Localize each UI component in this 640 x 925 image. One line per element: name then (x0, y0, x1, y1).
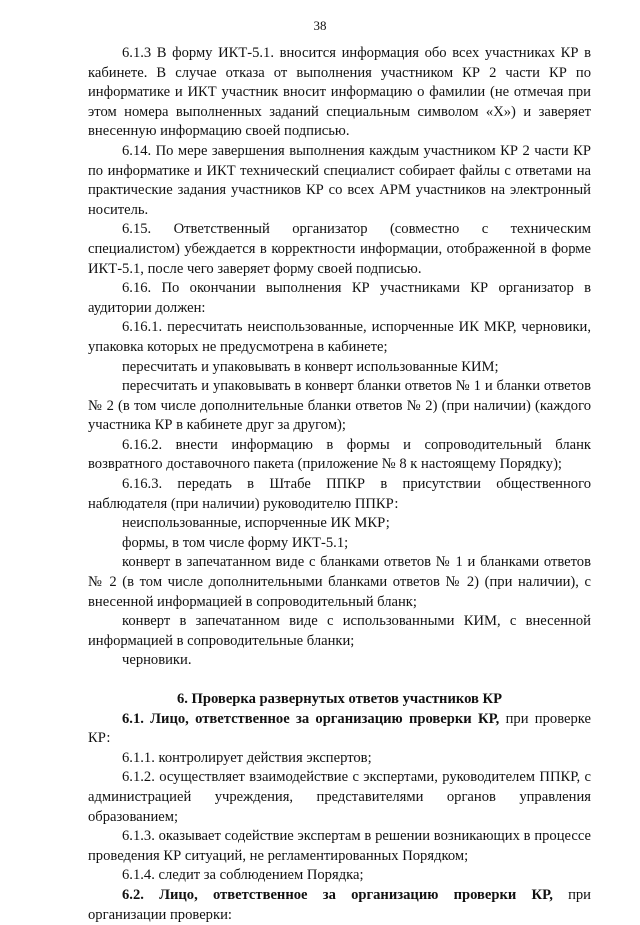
page-number: 38 (313, 18, 327, 33)
paragraph: 6.16.3. передать в Штабе ППКР в присутствии общественного наблюдателя (при наличии) руководителю ППКР: (88, 476, 591, 512)
subitem: 6.1.2. осуществляет взаимодействие с экспертами, руководителем ППКР, с администрацией учреждения, представителями органов управления образованием; (88, 769, 591, 825)
paragraph: 6.16.2. внести информацию в формы и сопроводительный бланк возвратного доставочного пакета (приложение № 8 к настоящему Порядку); (88, 436, 591, 473)
subitem: 6.1.3. оказывает содействие экспертам в решении возникающих в процессе проведения КР ситуаций, не регламентированных Порядком; (88, 828, 591, 864)
document-body (88, 44, 591, 925)
section-item-6-2 (88, 886, 591, 925)
paragraph: 6.16.1. пересчитать неиспользованные, испорченные ИК МКР, черновики, упаковка которых не предусмотрена в кабинете; (88, 319, 591, 355)
section-heading: 6. Проверка развернутых ответов участников КР (176, 691, 503, 707)
subitem: 6.1.4. следит за соблюдением Порядка; (122, 867, 364, 884)
section-item-6-1-bold: 6.1. Лицо, ответственное за организацию проверки КР, (122, 710, 500, 727)
section-item-6-2-rest: при организации проверки: (88, 886, 591, 923)
paragraph: неиспользованные, испорченные ИК МКР; (122, 515, 390, 532)
paragraph: 6.14. По мере завершения выполнения каждым участником КР 2 части КР по информатике и ИКТ технический специалист собирает файлы с ответами на практические задания участников КР со всех АРМ участников на электронный носитель. (88, 142, 591, 218)
section-item-6-2-bold: 6.2. Лицо, ответственное за организацию проверки КР, (122, 886, 553, 903)
paragraph: конверт в запечатанном виде с бланками ответов № 1 и бланками ответов № 2 (в том числе дополнительными бланками ответов № 2) (при наличии), с внесенной информацией в сопроводительный бланк; (88, 554, 591, 610)
paragraph: 6.1.3 В форму ИКТ-5.1. вносится информация обо всех участниках КР в кабинете. В случае отказа от выполнения участником КР 2 части КР по информатике и ИКТ участник вносит информацию о фамилии (не отмечая при этом номера выполненных заданий специальным символом «X») и заверяет внесенную информацию своей подписью. (88, 45, 591, 140)
section-item-6-1-rest: при проверке КР: (88, 710, 591, 747)
paragraph: 6.15. Ответственный организатор (совместно с техническим специалистом) убеждается в корректности информации, отображенной в форме ИКТ-5.1, после чего заверяет форму своей подписью. (88, 221, 591, 277)
paragraph: черновики. (122, 652, 192, 669)
section-item-6-1 (88, 710, 591, 749)
paragraph: пересчитать и упаковывать в конверт использованные КИМ; (122, 358, 499, 375)
paragraph: конверт в запечатанном виде с использованными КИМ, с внесенной информацией в сопроводительные бланки; (88, 613, 591, 649)
paragraph: пересчитать и упаковывать в конверт бланки ответов № 1 и бланки ответов № 2 (в том числе дополнительные бланки ответов № 2) (при наличии) (каждого участника КР в кабинете друг за другом); (88, 378, 591, 434)
paragraph: формы, в том числе форму ИКТ-5.1; (122, 534, 349, 551)
subitem: 6.1.1. контролирует действия экспертов; (122, 749, 372, 766)
paragraph: 6.16. По окончании выполнения КР участниками КР организатор в аудитории должен: (88, 280, 591, 316)
